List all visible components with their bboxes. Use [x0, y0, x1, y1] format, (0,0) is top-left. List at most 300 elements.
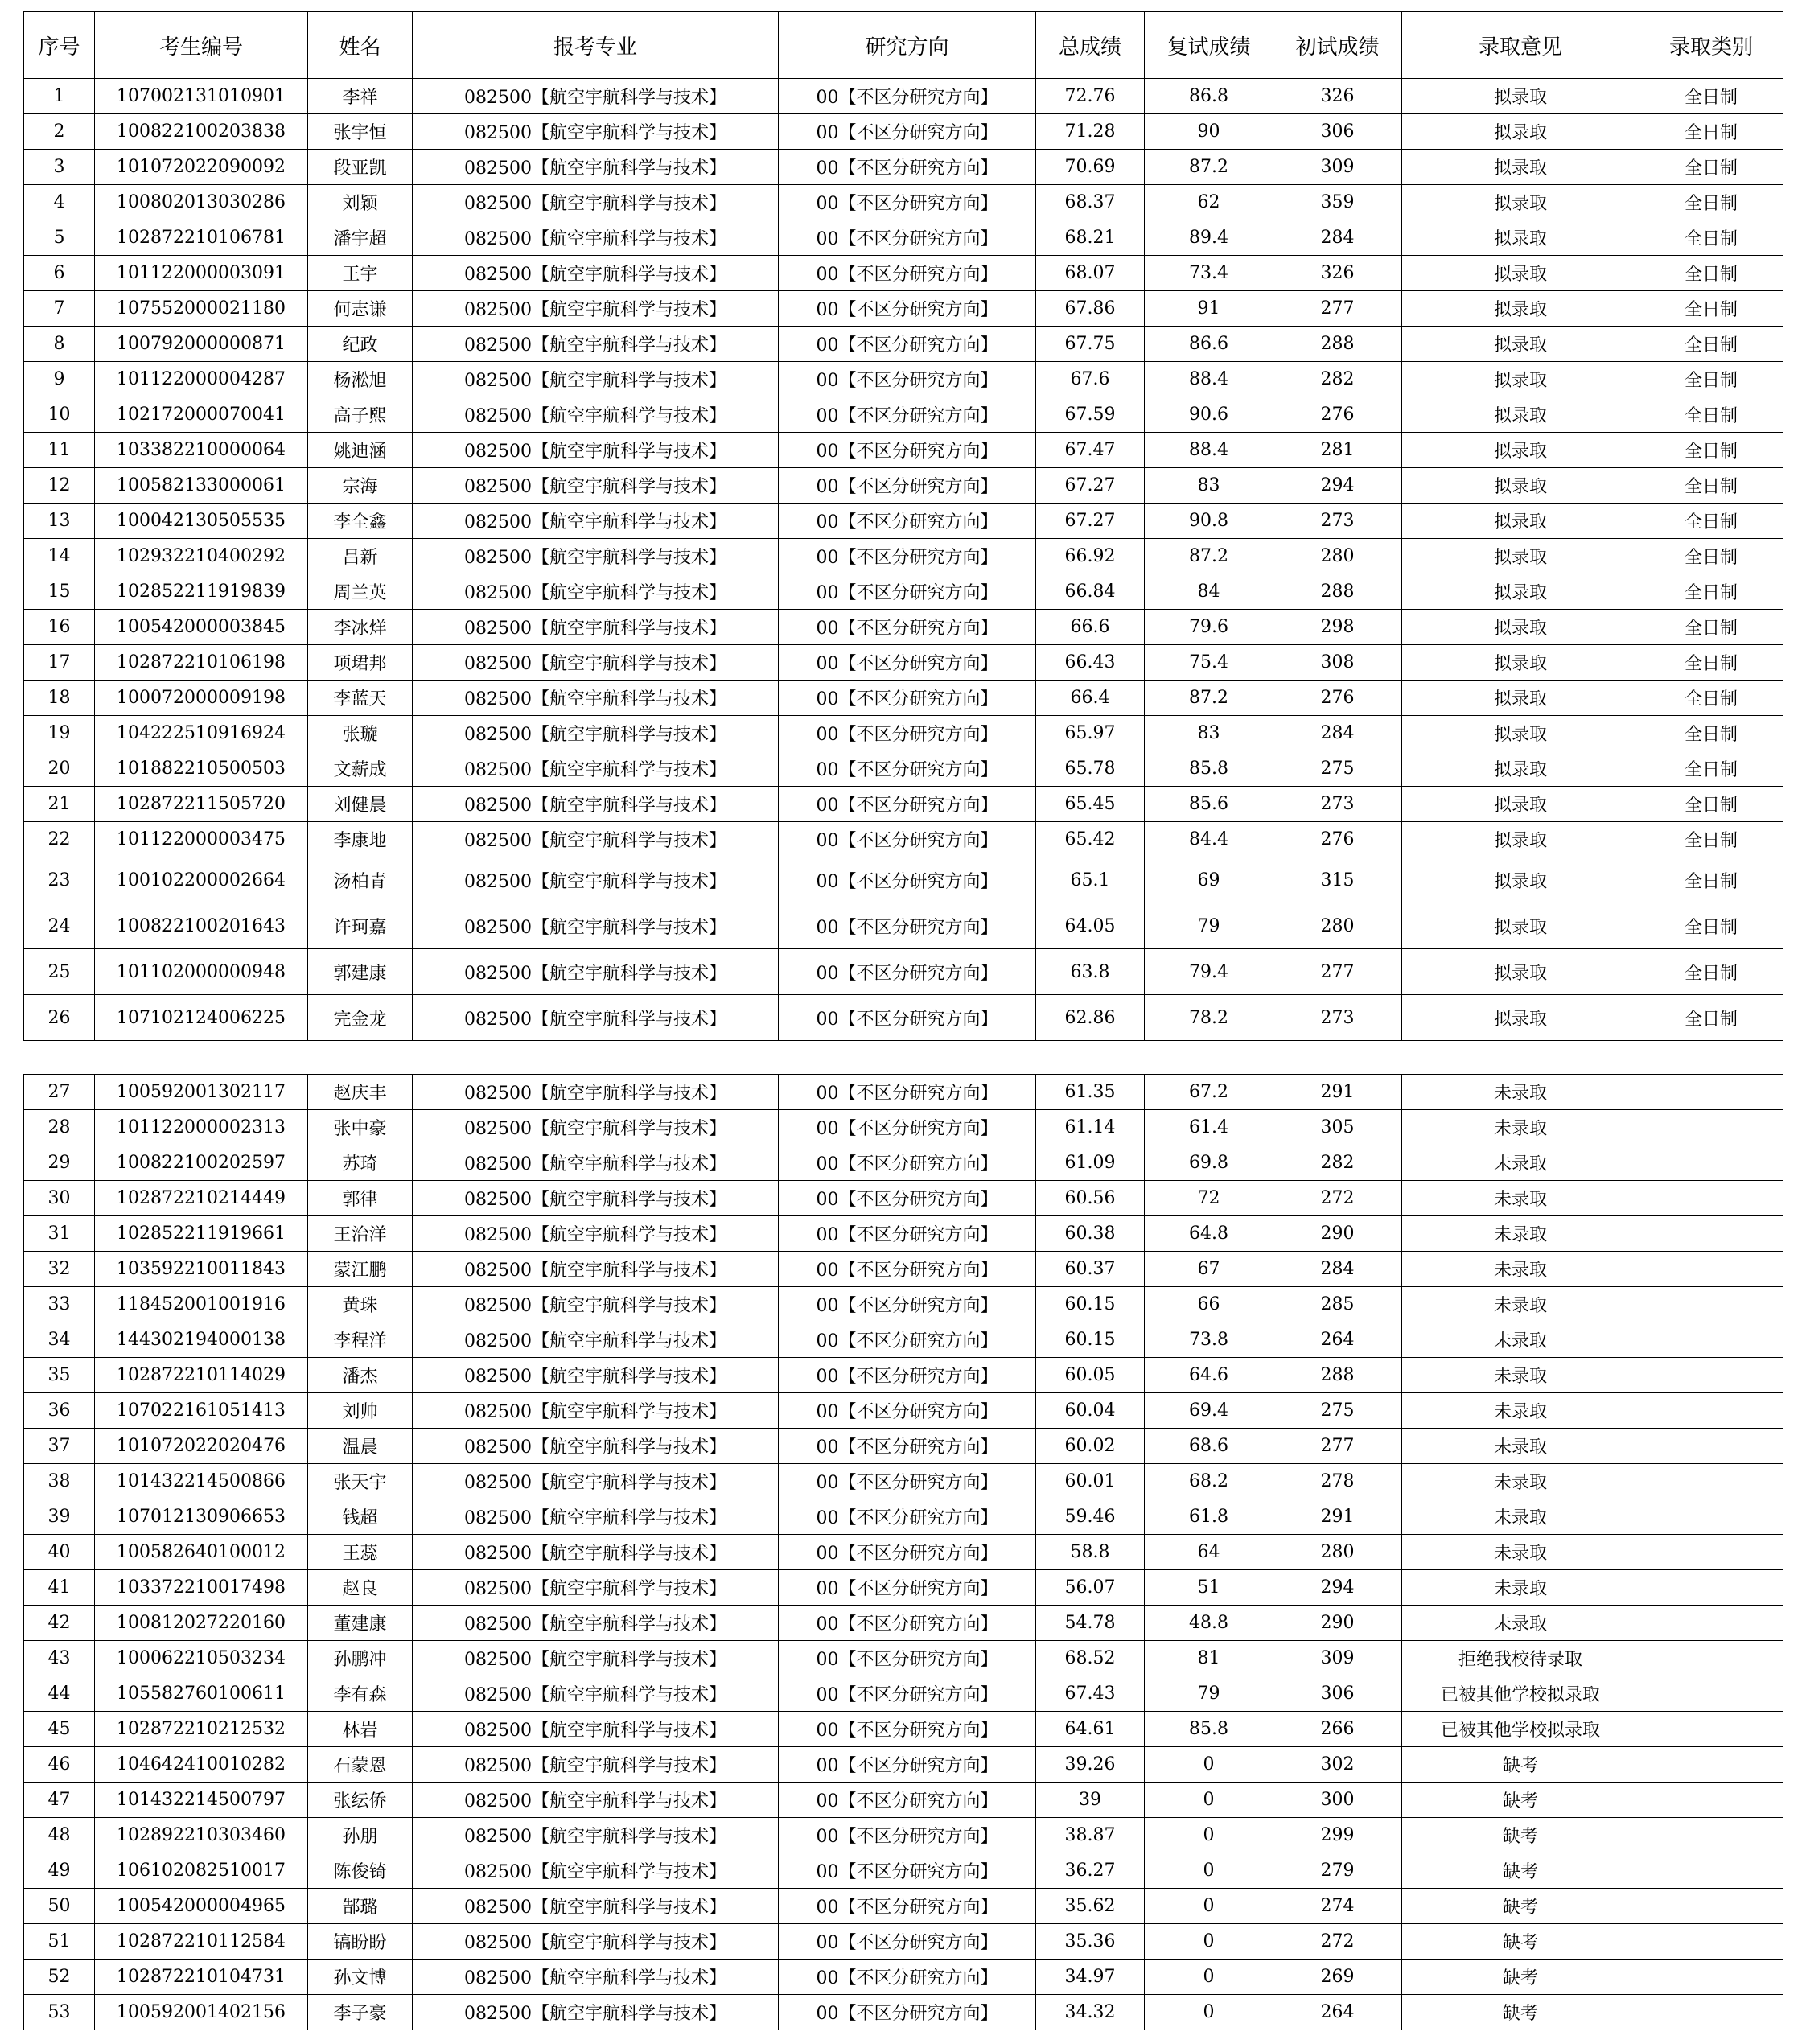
cell-candidate-id: 102872210112584 — [95, 1924, 308, 1960]
cell-direction: 00【不区分研究方向】 — [779, 645, 1036, 681]
cell-candidate-id: 100792000000871 — [95, 327, 308, 362]
cell-index: 53 — [24, 1995, 95, 2030]
cell-index: 51 — [24, 1924, 95, 1960]
cell-total-score: 38.87 — [1036, 1818, 1145, 1853]
cell-total-score: 61.35 — [1036, 1075, 1145, 1110]
cell-name: 刘颖 — [308, 185, 413, 220]
cell-initial-score: 272 — [1273, 1181, 1402, 1216]
cell-category: 全日制 — [1639, 114, 1783, 150]
cell-total-score: 61.14 — [1036, 1110, 1145, 1145]
cell-total-score: 60.15 — [1036, 1322, 1145, 1358]
cell-major: 082500【航空宇航科学与技术】 — [413, 716, 779, 751]
cell-decision: 拟录取 — [1402, 79, 1639, 114]
cell-name: 苏琦 — [308, 1145, 413, 1181]
cell-retest-score: 0 — [1145, 1818, 1273, 1853]
cell-candidate-id: 102892210303460 — [95, 1818, 308, 1853]
cell-direction: 00【不区分研究方向】 — [779, 1181, 1036, 1216]
cell-index: 16 — [24, 610, 95, 645]
table-row — [24, 1216, 1783, 1252]
admission-table-section-1 — [23, 11, 1783, 1041]
cell-index: 37 — [24, 1429, 95, 1464]
cell-major: 082500【航空宇航科学与技术】 — [413, 220, 779, 256]
cell-major: 082500【航空宇航科学与技术】 — [413, 1676, 779, 1712]
cell-initial-score: 280 — [1273, 1535, 1402, 1570]
cell-index: 47 — [24, 1783, 95, 1818]
cell-decision: 拟录取 — [1402, 716, 1639, 751]
table-row — [24, 1818, 1783, 1853]
cell-total-score: 39.26 — [1036, 1747, 1145, 1783]
cell-category — [1639, 1924, 1783, 1960]
cell-category — [1639, 1676, 1783, 1712]
cell-category: 全日制 — [1639, 468, 1783, 504]
cell-major: 082500【航空宇航科学与技术】 — [413, 1995, 779, 2030]
cell-initial-score: 273 — [1273, 787, 1402, 822]
cell-direction: 00【不区分研究方向】 — [779, 220, 1036, 256]
cell-name: 镐盼盼 — [308, 1924, 413, 1960]
cell-decision: 缺考 — [1402, 1783, 1639, 1818]
cell-initial-score: 288 — [1273, 574, 1402, 610]
cell-category: 全日制 — [1639, 150, 1783, 185]
cell-initial-score: 273 — [1273, 504, 1402, 539]
cell-index: 9 — [24, 362, 95, 397]
cell-category — [1639, 1889, 1783, 1924]
cell-category — [1639, 1606, 1783, 1641]
cell-major: 082500【航空宇航科学与技术】 — [413, 1145, 779, 1181]
cell-decision: 已被其他学校拟录取 — [1402, 1712, 1639, 1747]
cell-major: 082500【航空宇航科学与技术】 — [413, 903, 779, 949]
cell-index: 32 — [24, 1252, 95, 1287]
cell-index: 2 — [24, 114, 95, 150]
cell-index: 10 — [24, 397, 95, 433]
table-row — [24, 1712, 1783, 1747]
cell-initial-score: 275 — [1273, 751, 1402, 787]
cell-index: 44 — [24, 1676, 95, 1712]
cell-initial-score: 281 — [1273, 433, 1402, 468]
cell-initial-score: 359 — [1273, 185, 1402, 220]
admitted-rows-body — [24, 79, 1783, 1041]
cell-total-score: 65.78 — [1036, 751, 1145, 787]
cell-candidate-id: 100062210503234 — [95, 1641, 308, 1676]
cell-decision: 拟录取 — [1402, 291, 1639, 327]
cell-index: 6 — [24, 256, 95, 291]
cell-candidate-id: 101122000002313 — [95, 1110, 308, 1145]
cell-total-score: 54.78 — [1036, 1606, 1145, 1641]
cell-candidate-id: 118452001001916 — [95, 1287, 308, 1322]
cell-name: 刘健晨 — [308, 787, 413, 822]
cell-name: 王宇 — [308, 256, 413, 291]
cell-initial-score: 298 — [1273, 610, 1402, 645]
cell-candidate-id: 102172000070041 — [95, 397, 308, 433]
table-row — [24, 716, 1783, 751]
column-header-decision: 录取意见 — [1402, 12, 1639, 79]
cell-category: 全日制 — [1639, 787, 1783, 822]
cell-total-score: 65.97 — [1036, 716, 1145, 751]
cell-name: 郭律 — [308, 1181, 413, 1216]
cell-initial-score: 302 — [1273, 1747, 1402, 1783]
cell-decision: 拟录取 — [1402, 397, 1639, 433]
cell-decision: 拟录取 — [1402, 539, 1639, 574]
cell-name: 段亚凯 — [308, 150, 413, 185]
cell-candidate-id: 101072022020476 — [95, 1429, 308, 1464]
cell-retest-score: 79 — [1145, 1676, 1273, 1712]
cell-direction: 00【不区分研究方向】 — [779, 751, 1036, 787]
cell-candidate-id: 101432214500797 — [95, 1783, 308, 1818]
cell-candidate-id: 103372210017498 — [95, 1570, 308, 1606]
cell-direction: 00【不区分研究方向】 — [779, 504, 1036, 539]
cell-index: 41 — [24, 1570, 95, 1606]
cell-candidate-id: 101122000004287 — [95, 362, 308, 397]
cell-candidate-id: 100582640100012 — [95, 1535, 308, 1570]
cell-name: 吕新 — [308, 539, 413, 574]
cell-name: 姚迪涵 — [308, 433, 413, 468]
table-row — [24, 751, 1783, 787]
cell-category — [1639, 1145, 1783, 1181]
cell-direction: 00【不区分研究方向】 — [779, 574, 1036, 610]
cell-category — [1639, 1641, 1783, 1676]
cell-major: 082500【航空宇航科学与技术】 — [413, 327, 779, 362]
cell-retest-score: 61.4 — [1145, 1110, 1273, 1145]
cell-initial-score: 277 — [1273, 1429, 1402, 1464]
cell-retest-score: 73.8 — [1145, 1322, 1273, 1358]
cell-index: 45 — [24, 1712, 95, 1747]
cell-initial-score: 309 — [1273, 1641, 1402, 1676]
cell-initial-score: 277 — [1273, 949, 1402, 995]
cell-initial-score: 315 — [1273, 857, 1402, 903]
column-header-retest-score: 复试成绩 — [1145, 12, 1273, 79]
cell-initial-score: 279 — [1273, 1853, 1402, 1889]
cell-retest-score: 88.4 — [1145, 362, 1273, 397]
cell-retest-score: 48.8 — [1145, 1606, 1273, 1641]
cell-major: 082500【航空宇航科学与技术】 — [413, 1853, 779, 1889]
cell-retest-score: 73.4 — [1145, 256, 1273, 291]
cell-index: 7 — [24, 291, 95, 327]
cell-decision: 未录取 — [1402, 1287, 1639, 1322]
cell-retest-score: 0 — [1145, 1995, 1273, 2030]
cell-major: 082500【航空宇航科学与技术】 — [413, 681, 779, 716]
cell-direction: 00【不区分研究方向】 — [779, 362, 1036, 397]
cell-total-score: 60.38 — [1036, 1216, 1145, 1252]
table-row — [24, 1535, 1783, 1570]
cell-major: 082500【航空宇航科学与技术】 — [413, 1535, 779, 1570]
table-row — [24, 995, 1783, 1041]
cell-major: 082500【航空宇航科学与技术】 — [413, 1606, 779, 1641]
cell-name: 孙朋 — [308, 1818, 413, 1853]
cell-major: 082500【航空宇航科学与技术】 — [413, 610, 779, 645]
cell-name: 许珂嘉 — [308, 903, 413, 949]
cell-direction: 00【不区分研究方向】 — [779, 787, 1036, 822]
cell-total-score: 63.8 — [1036, 949, 1145, 995]
cell-major: 082500【航空宇航科学与技术】 — [413, 1924, 779, 1960]
cell-candidate-id: 106102082510017 — [95, 1853, 308, 1889]
table-row — [24, 1783, 1783, 1818]
cell-total-score: 59.46 — [1036, 1499, 1145, 1535]
cell-retest-score: 91 — [1145, 291, 1273, 327]
cell-initial-score: 275 — [1273, 1393, 1402, 1429]
cell-retest-score: 79 — [1145, 903, 1273, 949]
cell-initial-score: 305 — [1273, 1110, 1402, 1145]
cell-direction: 00【不区分研究方向】 — [779, 1145, 1036, 1181]
cell-candidate-id: 102932210400292 — [95, 539, 308, 574]
cell-major: 082500【航空宇航科学与技术】 — [413, 1252, 779, 1287]
cell-initial-score: 282 — [1273, 1145, 1402, 1181]
cell-total-score: 65.42 — [1036, 822, 1145, 857]
cell-initial-score: 326 — [1273, 79, 1402, 114]
column-header-direction: 研究方向 — [779, 12, 1036, 79]
cell-direction: 00【不区分研究方向】 — [779, 1889, 1036, 1924]
cell-category: 全日制 — [1639, 822, 1783, 857]
cell-initial-score: 264 — [1273, 1995, 1402, 2030]
cell-total-score: 67.59 — [1036, 397, 1145, 433]
cell-index: 35 — [24, 1358, 95, 1393]
cell-direction: 00【不区分研究方向】 — [779, 1464, 1036, 1499]
cell-direction: 00【不区分研究方向】 — [779, 1287, 1036, 1322]
cell-name: 王蕊 — [308, 1535, 413, 1570]
cell-major: 082500【航空宇航科学与技术】 — [413, 1075, 779, 1110]
cell-candidate-id: 102872210104731 — [95, 1960, 308, 1995]
table-row — [24, 1606, 1783, 1641]
cell-name: 张纭侨 — [308, 1783, 413, 1818]
cell-total-score: 34.97 — [1036, 1960, 1145, 1995]
table-row — [24, 362, 1783, 397]
cell-name: 刘帅 — [308, 1393, 413, 1429]
table-row — [24, 903, 1783, 949]
cell-candidate-id: 107552000021180 — [95, 291, 308, 327]
cell-direction: 00【不区分研究方向】 — [779, 1960, 1036, 1995]
cell-index: 5 — [24, 220, 95, 256]
cell-retest-score: 86.6 — [1145, 327, 1273, 362]
cell-category: 全日制 — [1639, 256, 1783, 291]
table-row — [24, 1110, 1783, 1145]
cell-total-score: 35.62 — [1036, 1889, 1145, 1924]
cell-major: 082500【航空宇航科学与技术】 — [413, 150, 779, 185]
cell-candidate-id: 101882210500503 — [95, 751, 308, 787]
cell-direction: 00【不区分研究方向】 — [779, 327, 1036, 362]
cell-retest-score: 72 — [1145, 1181, 1273, 1216]
cell-decision: 未录取 — [1402, 1606, 1639, 1641]
cell-direction: 00【不区分研究方向】 — [779, 1676, 1036, 1712]
cell-initial-score: 282 — [1273, 362, 1402, 397]
cell-decision: 拟录取 — [1402, 150, 1639, 185]
cell-initial-score: 276 — [1273, 822, 1402, 857]
cell-retest-score: 81 — [1145, 1641, 1273, 1676]
cell-retest-score: 0 — [1145, 1747, 1273, 1783]
cell-direction: 00【不区分研究方向】 — [779, 291, 1036, 327]
cell-category: 全日制 — [1639, 185, 1783, 220]
table-row — [24, 1145, 1783, 1181]
cell-index: 8 — [24, 327, 95, 362]
table-row — [24, 1995, 1783, 2030]
cell-total-score: 68.21 — [1036, 220, 1145, 256]
cell-major: 082500【航空宇航科学与技术】 — [413, 1960, 779, 1995]
cell-direction: 00【不区分研究方向】 — [779, 539, 1036, 574]
cell-candidate-id: 100592001402156 — [95, 1995, 308, 2030]
cell-decision: 拟录取 — [1402, 468, 1639, 504]
cell-direction: 00【不区分研究方向】 — [779, 1393, 1036, 1429]
cell-index: 30 — [24, 1181, 95, 1216]
cell-retest-score: 78.2 — [1145, 995, 1273, 1041]
cell-category — [1639, 1499, 1783, 1535]
cell-index: 36 — [24, 1393, 95, 1429]
cell-name: 赵庆丰 — [308, 1075, 413, 1110]
table-row — [24, 610, 1783, 645]
cell-index: 52 — [24, 1960, 95, 1995]
table-row — [24, 1181, 1783, 1216]
table-row — [24, 787, 1783, 822]
cell-major: 082500【航空宇航科学与技术】 — [413, 397, 779, 433]
cell-major: 082500【航空宇航科学与技术】 — [413, 1818, 779, 1853]
cell-initial-score: 326 — [1273, 256, 1402, 291]
cell-index: 3 — [24, 150, 95, 185]
cell-initial-score: 288 — [1273, 327, 1402, 362]
admission-table-section-2 — [23, 1074, 1783, 2030]
cell-index: 38 — [24, 1464, 95, 1499]
cell-index: 23 — [24, 857, 95, 903]
cell-direction: 00【不区分研究方向】 — [779, 1641, 1036, 1676]
cell-major: 082500【航空宇航科学与技术】 — [413, 504, 779, 539]
cell-category — [1639, 1075, 1783, 1110]
cell-initial-score: 276 — [1273, 681, 1402, 716]
cell-name: 赵良 — [308, 1570, 413, 1606]
cell-category: 全日制 — [1639, 995, 1783, 1041]
cell-major: 082500【航空宇航科学与技术】 — [413, 787, 779, 822]
cell-decision: 未录取 — [1402, 1322, 1639, 1358]
cell-name: 杨淞旭 — [308, 362, 413, 397]
cell-total-score: 61.09 — [1036, 1145, 1145, 1181]
cell-name: 张天宇 — [308, 1464, 413, 1499]
cell-name: 王治洋 — [308, 1216, 413, 1252]
cell-decision: 未录取 — [1402, 1145, 1639, 1181]
table-row — [24, 504, 1783, 539]
cell-category — [1639, 1783, 1783, 1818]
cell-index: 25 — [24, 949, 95, 995]
table-row — [24, 949, 1783, 995]
cell-direction: 00【不区分研究方向】 — [779, 1783, 1036, 1818]
cell-direction: 00【不区分研究方向】 — [779, 1252, 1036, 1287]
cell-retest-score: 69.8 — [1145, 1145, 1273, 1181]
cell-index: 42 — [24, 1606, 95, 1641]
cell-retest-score: 83 — [1145, 716, 1273, 751]
cell-category: 全日制 — [1639, 716, 1783, 751]
cell-total-score: 60.04 — [1036, 1393, 1145, 1429]
cell-category — [1639, 1747, 1783, 1783]
cell-major: 082500【航空宇航科学与技术】 — [413, 291, 779, 327]
column-header-candidate-id: 考生编号 — [95, 12, 308, 79]
cell-major: 082500【航空宇航科学与技术】 — [413, 114, 779, 150]
cell-initial-score: 291 — [1273, 1499, 1402, 1535]
cell-total-score: 67.47 — [1036, 433, 1145, 468]
cell-category — [1639, 1252, 1783, 1287]
cell-retest-score: 83 — [1145, 468, 1273, 504]
cell-candidate-id: 144302194000138 — [95, 1322, 308, 1358]
cell-initial-score: 306 — [1273, 1676, 1402, 1712]
cell-name: 张中豪 — [308, 1110, 413, 1145]
cell-name: 李子豪 — [308, 1995, 413, 2030]
cell-direction: 00【不区分研究方向】 — [779, 1216, 1036, 1252]
cell-decision: 拟录取 — [1402, 787, 1639, 822]
table-row — [24, 822, 1783, 857]
table-row — [24, 539, 1783, 574]
cell-category — [1639, 1712, 1783, 1747]
table-row — [24, 79, 1783, 114]
cell-direction: 00【不区分研究方向】 — [779, 1429, 1036, 1464]
cell-category — [1639, 1818, 1783, 1853]
cell-decision: 未录取 — [1402, 1181, 1639, 1216]
cell-candidate-id: 102872210106781 — [95, 220, 308, 256]
cell-retest-score: 64.6 — [1145, 1358, 1273, 1393]
cell-direction: 00【不区分研究方向】 — [779, 1075, 1036, 1110]
cell-direction: 00【不区分研究方向】 — [779, 1110, 1036, 1145]
cell-decision: 缺考 — [1402, 1818, 1639, 1853]
cell-category: 全日制 — [1639, 433, 1783, 468]
cell-candidate-id: 100582133000061 — [95, 468, 308, 504]
cell-major: 082500【航空宇航科学与技术】 — [413, 857, 779, 903]
cell-candidate-id: 107102124006225 — [95, 995, 308, 1041]
table-row — [24, 220, 1783, 256]
cell-name: 陈俊锜 — [308, 1853, 413, 1889]
cell-direction: 00【不区分研究方向】 — [779, 903, 1036, 949]
cell-direction: 00【不区分研究方向】 — [779, 1499, 1036, 1535]
cell-category — [1639, 1181, 1783, 1216]
cell-decision: 未录取 — [1402, 1393, 1639, 1429]
table-row — [24, 468, 1783, 504]
cell-candidate-id: 104222510916924 — [95, 716, 308, 751]
cell-direction: 00【不区分研究方向】 — [779, 1358, 1036, 1393]
cell-total-score: 64.05 — [1036, 903, 1145, 949]
cell-decision: 拟录取 — [1402, 114, 1639, 150]
cell-decision: 拒绝我校待录取 — [1402, 1641, 1639, 1676]
cell-retest-score: 89.4 — [1145, 220, 1273, 256]
cell-total-score: 65.1 — [1036, 857, 1145, 903]
cell-total-score: 70.69 — [1036, 150, 1145, 185]
cell-index: 27 — [24, 1075, 95, 1110]
cell-total-score: 62.86 — [1036, 995, 1145, 1041]
cell-direction: 00【不区分研究方向】 — [779, 1535, 1036, 1570]
cell-index: 48 — [24, 1818, 95, 1853]
table-row — [24, 1464, 1783, 1499]
cell-index: 15 — [24, 574, 95, 610]
table-row — [24, 1676, 1783, 1712]
cell-retest-score: 86.8 — [1145, 79, 1273, 114]
cell-initial-score: 284 — [1273, 1252, 1402, 1287]
cell-major: 082500【航空宇航科学与技术】 — [413, 256, 779, 291]
cell-retest-score: 51 — [1145, 1570, 1273, 1606]
cell-decision: 未录取 — [1402, 1429, 1639, 1464]
cell-category: 全日制 — [1639, 362, 1783, 397]
cell-index: 40 — [24, 1535, 95, 1570]
cell-total-score: 68.37 — [1036, 185, 1145, 220]
cell-direction: 00【不区分研究方向】 — [779, 256, 1036, 291]
cell-major: 082500【航空宇航科学与技术】 — [413, 1499, 779, 1535]
cell-candidate-id: 105582760100611 — [95, 1676, 308, 1712]
cell-total-score: 60.15 — [1036, 1287, 1145, 1322]
cell-index: 34 — [24, 1322, 95, 1358]
cell-candidate-id: 102872210114029 — [95, 1358, 308, 1393]
cell-candidate-id: 100542000003845 — [95, 610, 308, 645]
cell-name: 李祥 — [308, 79, 413, 114]
cell-major: 082500【航空宇航科学与技术】 — [413, 1889, 779, 1924]
cell-name: 李程洋 — [308, 1322, 413, 1358]
cell-decision: 拟录取 — [1402, 327, 1639, 362]
cell-retest-score: 0 — [1145, 1960, 1273, 1995]
cell-decision: 拟录取 — [1402, 433, 1639, 468]
cell-initial-score: 288 — [1273, 1358, 1402, 1393]
cell-direction: 00【不区分研究方向】 — [779, 433, 1036, 468]
table-row — [24, 1641, 1783, 1676]
table-row — [24, 1570, 1783, 1606]
cell-name: 钱超 — [308, 1499, 413, 1535]
cell-retest-score: 68.6 — [1145, 1429, 1273, 1464]
cell-index: 17 — [24, 645, 95, 681]
